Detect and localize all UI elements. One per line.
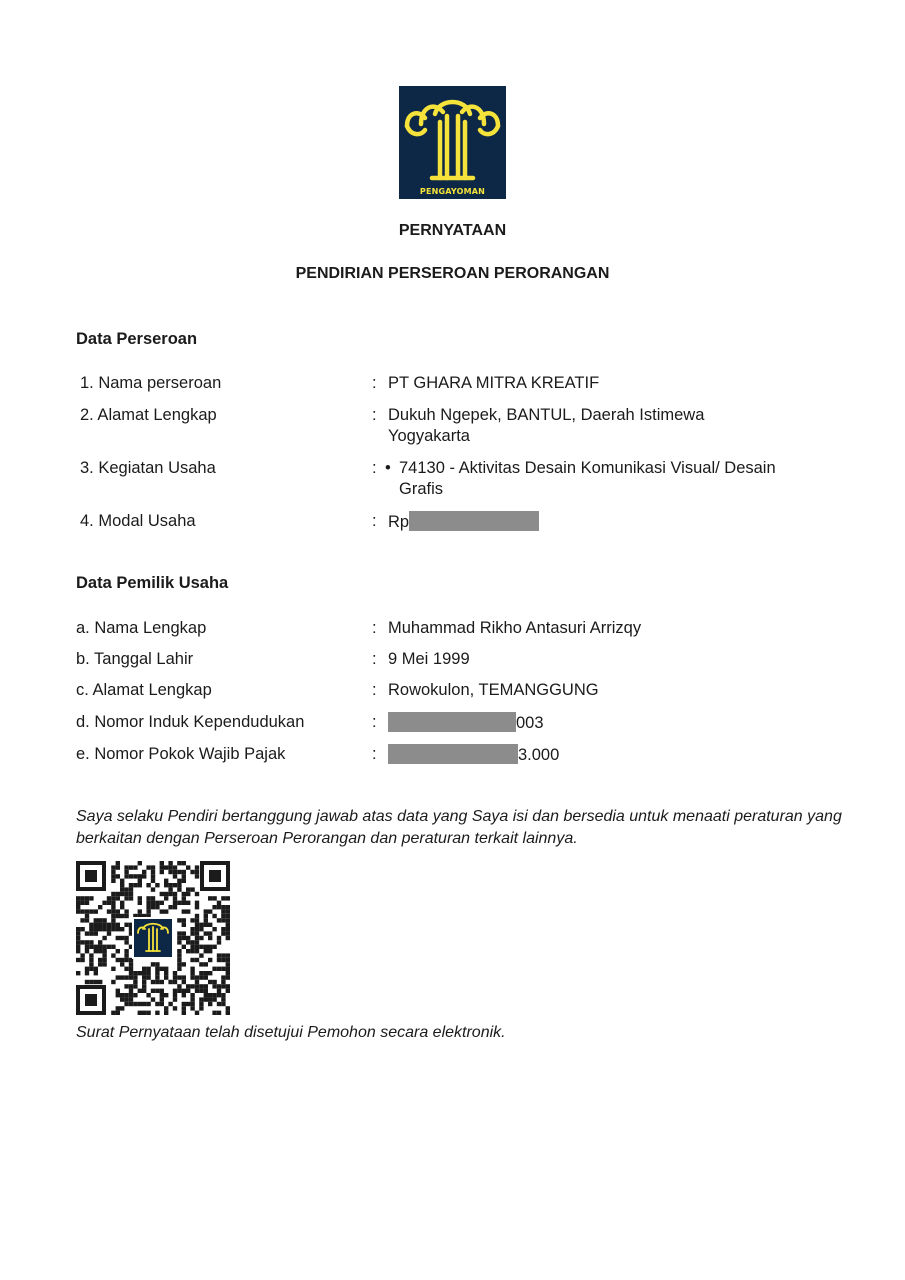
field-value (388, 511, 828, 533)
tree-emblem-icon (399, 86, 506, 199)
field-label: 4. Modal Usaha (80, 512, 196, 530)
redacted-block (388, 712, 516, 732)
document-title: PERNYATAAN (398, 222, 507, 239)
section-heading-pemilik: Data Pemilik Usaha (76, 574, 229, 592)
field-label: 3. Kegiatan Usaha (80, 459, 216, 477)
document-subtitle: PENDIRIAN PERSEROAN PERORANGAN (295, 265, 610, 282)
field-label: 1. Nama perseroan (80, 374, 222, 392)
approval-note: Surat Pernyataan telah disetujui Pemohon secara elektronik. (76, 1024, 506, 1041)
colon: : (372, 512, 377, 530)
pengayoman-logo (399, 86, 506, 199)
colon: : (372, 681, 377, 699)
value-suffix: 003 (516, 714, 544, 732)
field-value-line1: 74130 - Aktivitas Desain Komunikasi Visual/ Desain (399, 459, 776, 477)
redacted-block (388, 744, 518, 764)
currency-prefix: Rp (388, 513, 410, 531)
qr-center-logo-icon (134, 919, 172, 957)
bullet: • (385, 459, 391, 477)
field-label: c. Alamat Lengkap (76, 681, 212, 699)
colon: : (372, 374, 377, 392)
field-value (388, 712, 828, 734)
colon: : (372, 713, 377, 731)
field-label: 2. Alamat Lengkap (80, 406, 217, 424)
colon: : (372, 619, 377, 637)
field-value: 9 Mei 1999 (388, 650, 470, 668)
field-value-line1: Dukuh Ngepek, BANTUL, Daerah Istimewa (388, 406, 705, 424)
field-label: d. Nomor Induk Kependudukan (76, 713, 305, 731)
logo-caption: PENGAYOMAN (419, 187, 486, 196)
colon: : (372, 459, 377, 477)
field-value (388, 744, 828, 766)
qr-code (76, 861, 230, 1015)
colon: : (372, 406, 377, 424)
field-value: Rowokulon, TEMANGGUNG (388, 681, 599, 699)
field-value: PT GHARA MITRA KREATIF (388, 374, 600, 392)
colon: : (372, 650, 377, 668)
field-value: Muhammad Rikho Antasuri Arrizqy (388, 619, 642, 637)
redacted-block (409, 511, 539, 531)
section-heading-perseroan: Data Perseroan (76, 330, 198, 348)
value-suffix: 3.000 (518, 746, 560, 764)
field-label: a. Nama Lengkap (76, 619, 207, 637)
field-label: e. Nomor Pokok Wajib Pajak (76, 745, 286, 763)
field-value-line2: Grafis (399, 480, 444, 498)
field-label: b. Tanggal Lahir (76, 650, 194, 668)
colon: : (372, 745, 377, 763)
declaration-statement: Saya selaku Pendiri bertanggung jawab atas data yang Saya isi dan bersedia untuk menaati peraturan yang berkaitan dengan Perseroan Perorangan dan peraturan terkait lainnya. (76, 808, 842, 847)
field-value-line2: Yogyakarta (388, 427, 470, 445)
